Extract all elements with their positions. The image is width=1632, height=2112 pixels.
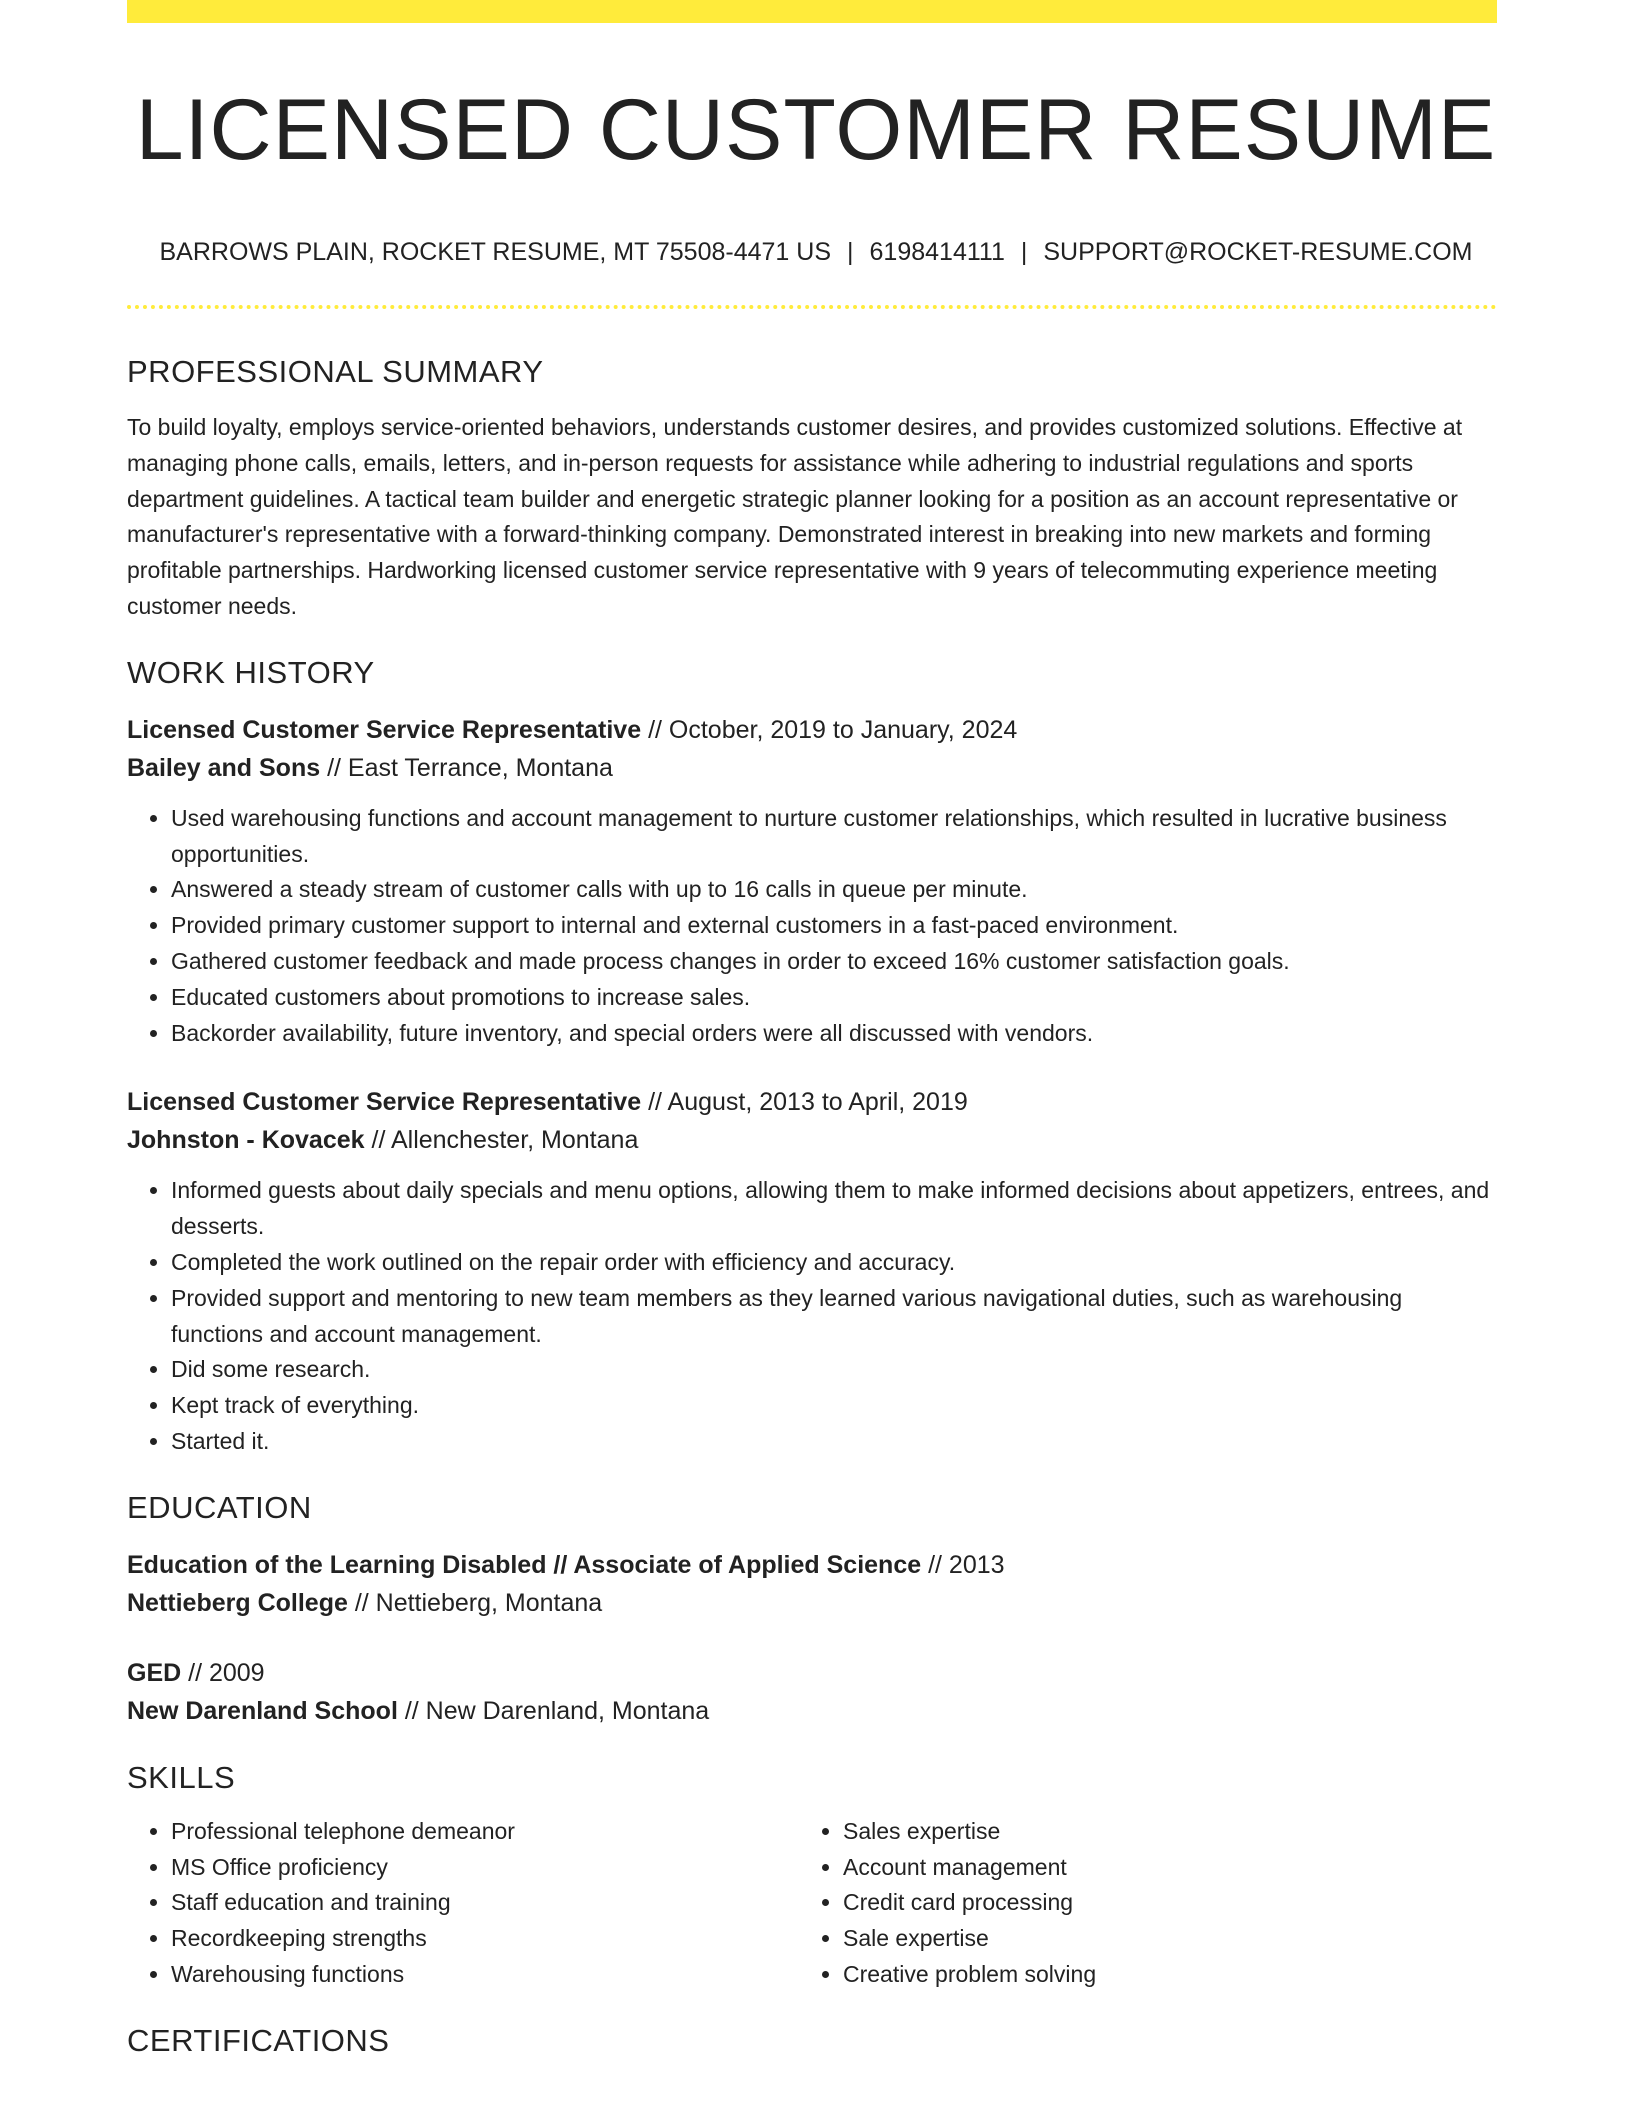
job-bullet: • Backorder availability, future inventory, and special orders were all discussed with vendors.: [171, 1016, 1497, 1052]
job-title-line: [127, 711, 1497, 749]
school-line: [127, 1584, 1497, 1622]
job-bullet: • Kept track of everything.: [171, 1388, 1497, 1424]
school: New Darenland School: [127, 1696, 398, 1725]
education-entry: [127, 1654, 1497, 1730]
skill-item: • Sale expertise: [843, 1921, 1471, 1957]
contact-address: BARROWS PLAIN, ROCKET RESUME, MT 75508-4471 US: [159, 238, 832, 266]
degree-year: // 2009: [181, 1658, 265, 1687]
skills-list-left: [127, 1814, 799, 1993]
skill-item: • Recordkeeping strengths: [171, 1921, 799, 1957]
degree-line: [127, 1546, 1497, 1584]
resume-title: LICENSED CUSTOMER RESUME: [135, 82, 1497, 178]
school-location: // New Darenland, Montana: [397, 1696, 710, 1725]
job-title-line: [127, 1083, 1497, 1121]
skill-item: • Credit card processing: [843, 1885, 1471, 1921]
job-bullet: • Informed guests about daily specials and menu options, allowing them to make informed decisions about appetizers, entrees, and desserts.: [171, 1173, 1497, 1245]
summary-text: To build loyalty, employs service-oriented behaviors, understands customer desires, and provides customized solutions. Effective at managing phone calls, emails, letters, and in-person requests for assistance while adhering to industrial regulations and sports department guidelines. A tactical team builder and energetic strategic planner looking for a position as an account representative or manufacturer's representative with a forward-thinking company. Demonstrated interest in breaking into new markets and forming profitable partnerships. Hardworking licensed customer service representative with 9 years of telecommuting experience meeting customer needs.: [127, 414, 1463, 619]
school-line: [127, 1692, 1497, 1730]
job-bullet: • Educated customers about promotions to increase sales.: [171, 980, 1497, 1016]
work-history-section: [127, 651, 1497, 1460]
job-bullet: • Completed the work outlined on the repair order with efficiency and accuracy.: [171, 1245, 1497, 1281]
job-company-line: [127, 1121, 1497, 1159]
dotted-divider: [127, 305, 1497, 309]
skills-heading: SKILLS: [127, 1759, 236, 1795]
job-company-line: [127, 749, 1497, 787]
contact-separator: |: [1020, 238, 1028, 266]
degree-year: // 2013: [921, 1550, 1005, 1579]
contact-separator: |: [847, 238, 854, 266]
certifications-heading: CERTIFICATIONS: [127, 2022, 390, 2058]
degree: GED: [127, 1658, 182, 1687]
skill-item: • Staff education and training: [171, 1885, 799, 1921]
school-location: // Nettieberg, Montana: [347, 1588, 603, 1617]
job-bullet: • Used warehousing functions and account management to nurture customer relationships, which resulted in lucrative business opportunities.: [171, 801, 1497, 873]
skill-item: • Creative problem solving: [843, 1957, 1471, 1993]
job-entry: [127, 1083, 1497, 1459]
degree: Education of the Learning Disabled // Associate of Applied Science: [127, 1550, 922, 1579]
job-dates: // October, 2019 to January, 2024: [641, 715, 1018, 744]
skill-item: • Professional telephone demeanor: [171, 1814, 799, 1850]
skills-section: [127, 1756, 1497, 1993]
skill-item: • Warehousing functions: [171, 1957, 799, 1993]
job-bullet: • Did some research.: [171, 1352, 1497, 1388]
job-title: Licensed Customer Service Representative: [127, 1088, 642, 1117]
summary-heading: PROFESSIONAL SUMMARY: [127, 354, 544, 389]
job-bullets: [127, 1173, 1497, 1459]
skill-item: • Account management: [843, 1850, 1471, 1886]
job-bullet: • Started it.: [171, 1424, 1497, 1460]
school: Nettieberg College: [127, 1588, 348, 1617]
job-location: // Allenchester, Montana: [364, 1126, 639, 1155]
summary-section: [127, 350, 1497, 625]
job-location: // East Terrance, Montana: [320, 753, 613, 782]
work-history-heading: WORK HISTORY: [127, 654, 375, 690]
skill-item: • Sales expertise: [843, 1814, 1471, 1850]
degree-line: [127, 1654, 1497, 1692]
accent-bar: [127, 0, 1497, 23]
job-bullet: • Provided support and mentoring to new team members as they learned various navigational duties, such as warehousing functions and account management.: [171, 1281, 1497, 1353]
job-entry: [127, 711, 1497, 1052]
job-bullet: • Gathered customer feedback and made process changes in order to exceed 16% customer satisfaction goals.: [171, 944, 1497, 980]
job-bullets: [127, 801, 1497, 1052]
job-bullet: • Provided primary customer support to internal and external customers in a fast-paced environment.: [171, 908, 1497, 944]
job-company: Bailey and Sons: [127, 753, 321, 782]
education-section: [127, 1486, 1497, 1730]
skills-list-right: [799, 1814, 1471, 1993]
job-dates: // August, 2013 to April, 2019: [641, 1088, 968, 1117]
contact-line: [0, 236, 1632, 268]
job-bullet: • Answered a steady stream of customer calls with up to 16 calls in queue per minute.: [171, 872, 1497, 908]
resume-body: [127, 350, 1497, 2063]
contact-email: SUPPORT@ROCKET-RESUME.COM: [1043, 238, 1473, 266]
education-heading: EDUCATION: [127, 1489, 312, 1525]
certifications-section: [127, 2019, 1497, 2063]
job-company: Johnston - Kovacek: [127, 1126, 365, 1155]
skill-item: • MS Office proficiency: [171, 1850, 799, 1886]
contact-phone: 6198414111: [869, 238, 1005, 266]
skills-columns: [127, 1814, 1497, 1993]
job-title: Licensed Customer Service Representative: [127, 715, 642, 744]
education-entry: [127, 1546, 1497, 1622]
